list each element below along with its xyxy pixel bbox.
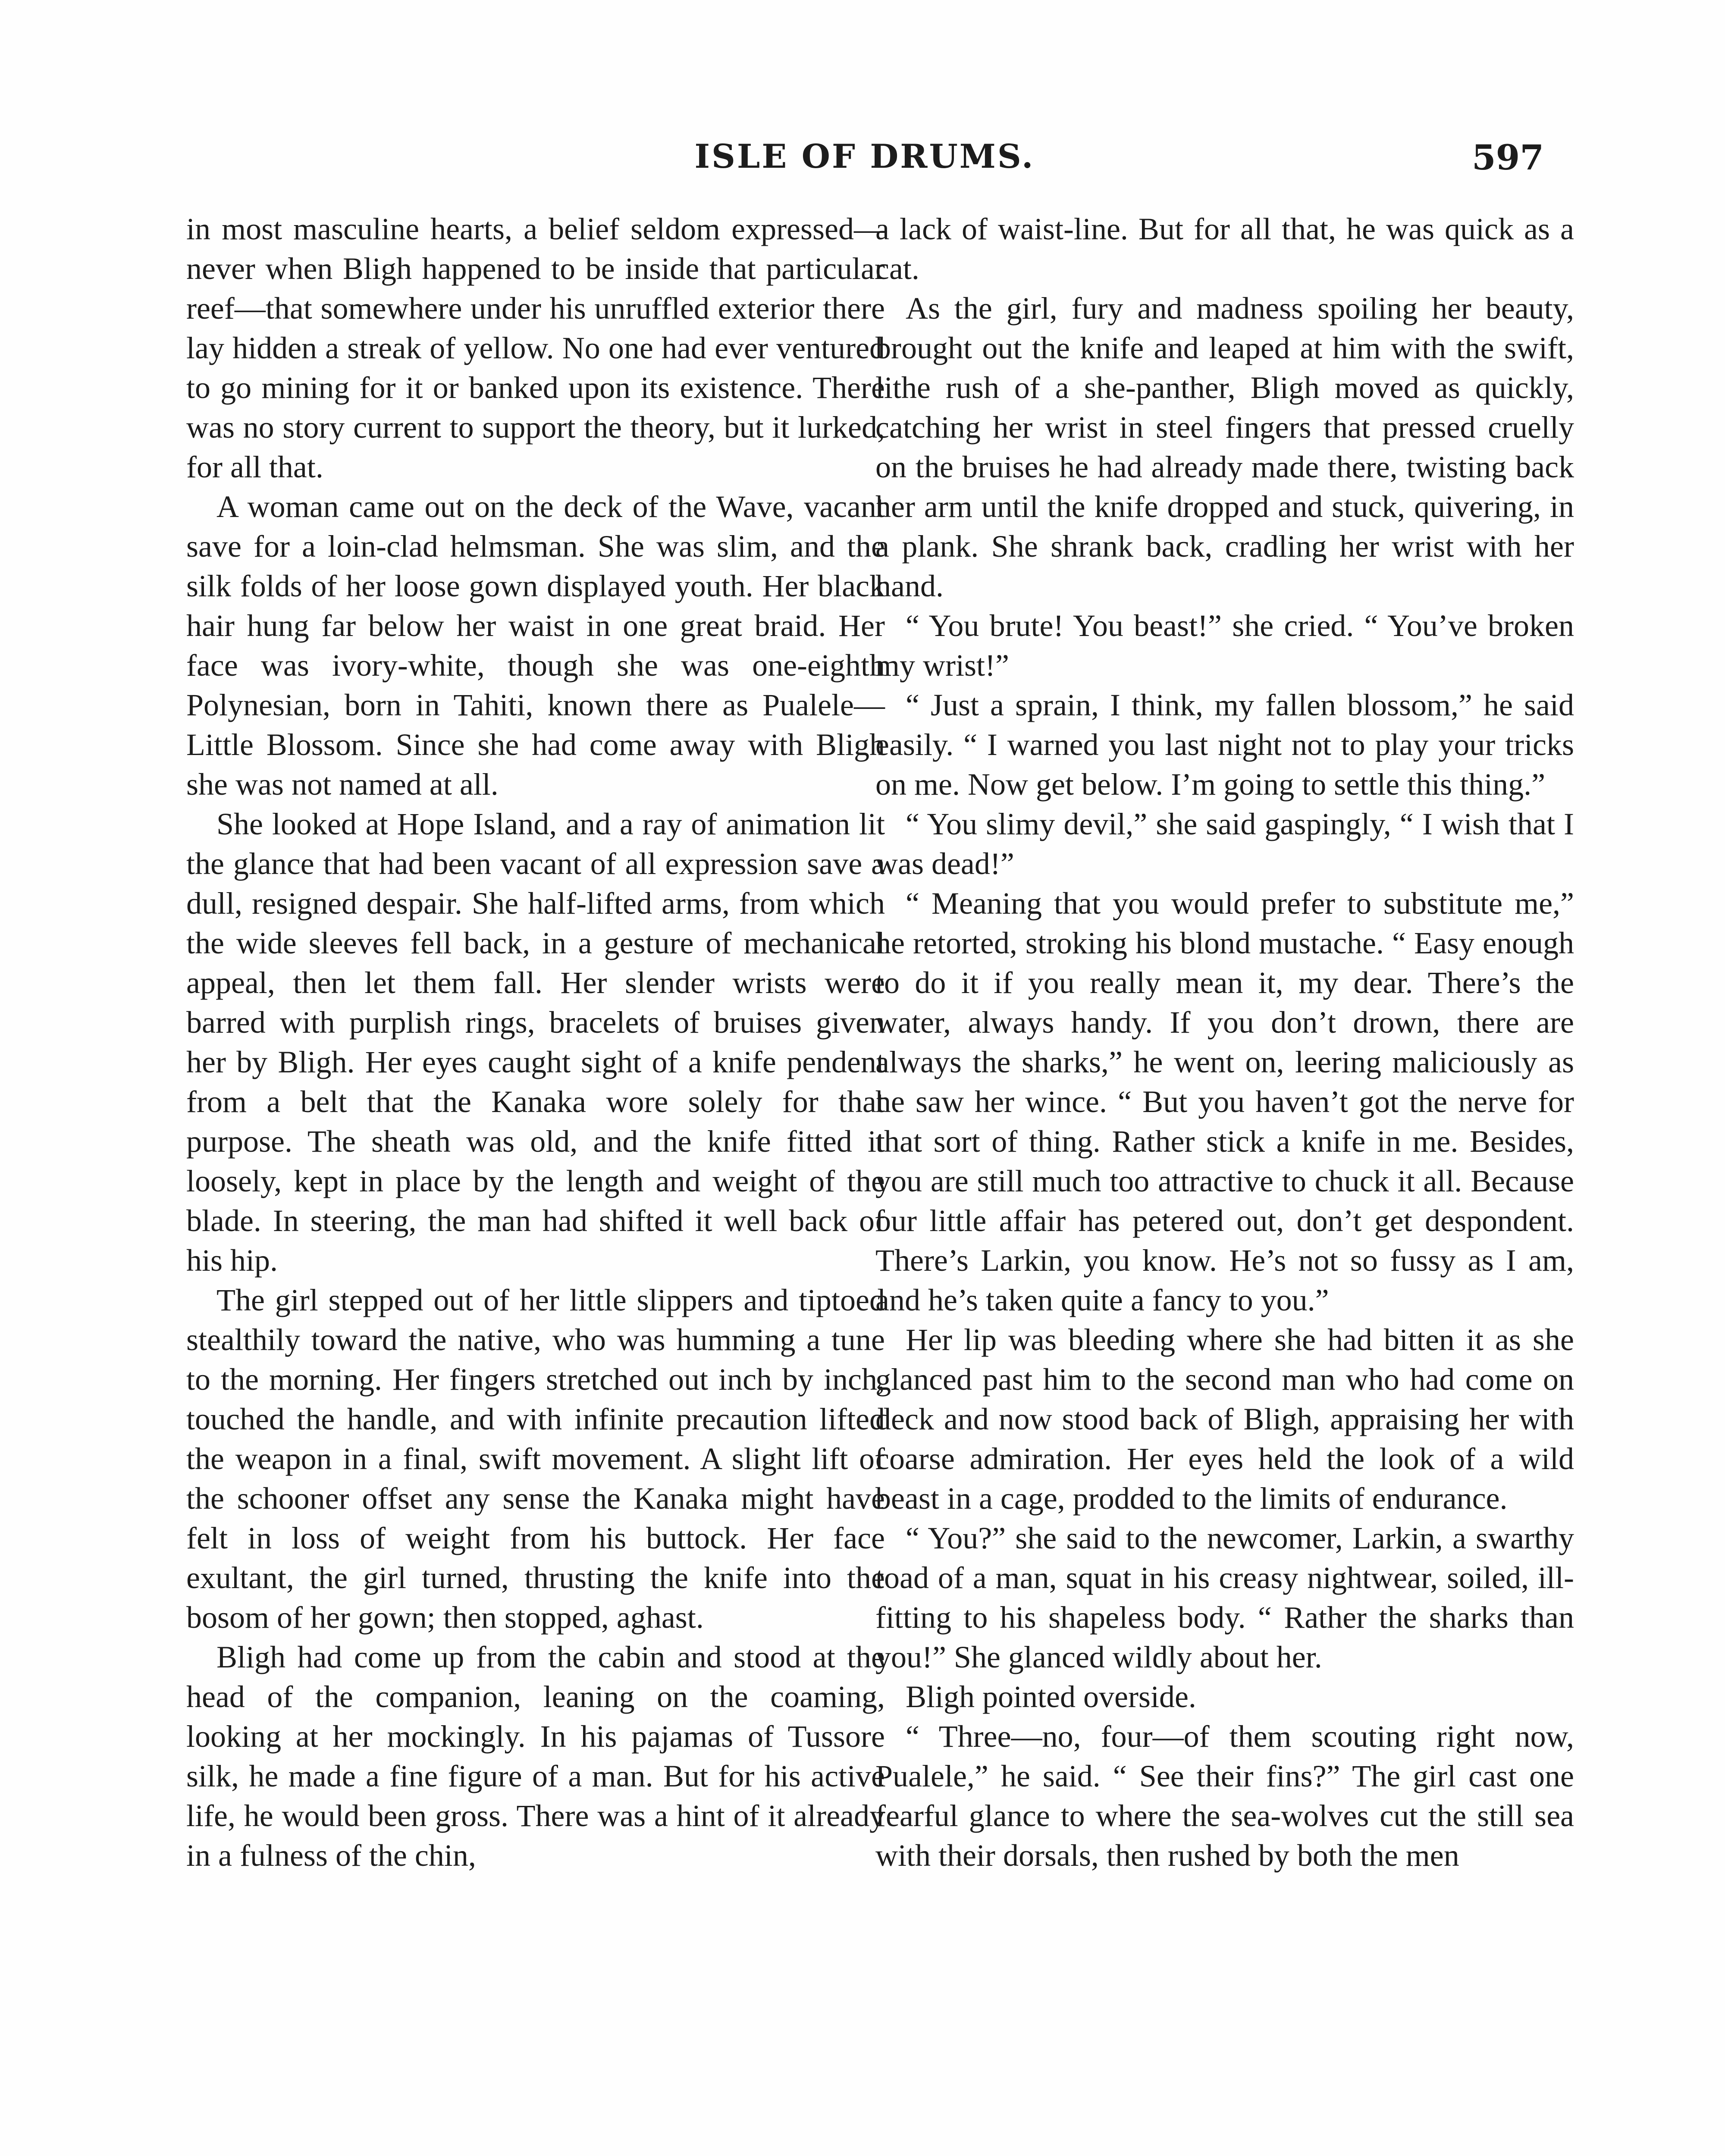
paragraph: She looked at Hope Island, and a ray of animation lit the glance that had been vacant of all expression save a dull, resigned despair. She half-lifted arms, from which the wide sleeves fell back, in a gesture of mechanical appeal, then let them fall. Her slender wrists were barred with purplish rings, bracelets of bruises given her by Bligh. Her eyes caught sight of a knife pendent from a belt that the Kanaka wore solely for that purpose. The sheath was old, and the knife fitted it loosely, kept in place by the length and weight of the blade. In steering, the man had shifted it well back of his hip. [186,807,885,1278]
paragraph: As the girl, fury and madness spoiling her beauty, brought out the knife and leaped at him with the swift, lithe rush of a she-panther, Bligh moved as quickly, catching her wrist in steel fingers that pressed cruelly on the bruises he had already made there, twisting back her arm until the knife dropped and stuck, quivering, in a plank. She shrank back, cradling her wrist with her hand. [875,291,1574,603]
running-head [185,137,1544,185]
paragraph: Her lip was bleeding where she had bitten it as she glanced past him to the second man who had come on deck and now stood back of Bligh, appraising her with coarse admiration. Her eyes held the look of a wild beast in a cage, prodded to the limits of endurance. [875,1322,1574,1516]
left-column [186,209,885,1875]
paragraph: The girl stepped out of her little slippers and tiptoed stealthily toward the native, who was humming a tune to the morning. Her fingers stretched out inch by inch, touched the handle, and with infinite precaution lifted the weapon in a final, swift movement. A slight lift of the schooner offset any sense the Kanaka might have felt in loss of weight from his buttock. Her face exultant, the girl turned, thrusting the knife into the bosom of her gown; then stopped, aghast. [186,1283,885,1635]
paragraph: A woman came out on the deck of the Wave, vacant save for a loin-clad helmsman. She was slim, and the silk folds of her loose gown displayed youth. Her black hair hung far below her waist in one great braid. Her face was ivory-white, though she was one-eighth Polynesian, born in Tahiti, known there as Pualele—Little Blossom. Since she had come away with Bligh she was not named at all. [186,489,885,802]
paragraph: “ You?” she said to the newcomer, Larkin, a swarthy toad of a man, squat in his creasy nightwear, soiled, ill-fitting to his shapeless body. “ Rather the sharks than you!” She glanced wildly about her. [875,1521,1574,1674]
running-title: ISLE OF DRUMS. [694,137,1035,175]
paragraph: “ You slimy devil,” she said gaspingly, “ I wish that I was dead!” [875,807,1574,881]
paragraph: “ You brute! You beast!” she cried. “ You’ve broken my wrist!” [875,608,1574,683]
paragraph: Bligh had come up from the cabin and stood at the head of the companion, leaning on the coaming, looking at her mockingly. In his pajamas of Tussore silk, he made a fine figure of a man. But for his active life, he would been gross. There was a hint of it already in a fulness of the chin, [186,1640,885,1873]
paragraph: “ Just a sprain, I think, my fallen blossom,” he said easily. “ I warned you last night not to play your tricks on me. Now get below. I’m going to settle this thing.” [875,688,1574,802]
paragraph: “ Meaning that you would prefer to substitute me,” he retorted, stroking his blond mustache. “ Easy enough to do it if you really mean it, my dear. There’s the water, always handy. If you don’t drown, there are always the sharks,” he went on, leering maliciously as he saw her wince. “ But you haven’t got the nerve for that sort of thing. Rather stick a knife in me. Besides, you are still much too attractive to chuck it all. Because our little affair has petered out, don’t get despondent. There’s Larkin, you know. He’s not so fussy as I am, and he’s taken quite a fancy to you.” [875,886,1574,1317]
paragraph: “ Three—no, four—of them scouting right now, Pualele,” he said. “ See their fins?” The girl cast one fearful glance to where the sea-wolves cut the still sea with their dorsals, then rushed by both the men [875,1719,1574,1873]
paragraph: in most masculine hearts, a belief seldom expressed—never when Bligh happened to be inside that particular reef—that somewhere under his unruffled exterior there lay hidden a streak of yellow. No one had ever ventured to go mining for it or banked upon its existence. There was no story current to support the theory, but it lurked, for all that. [186,212,885,484]
paragraph: Bligh pointed overside. [906,1680,1196,1714]
right-column [875,209,1574,1875]
page-number: 597 [1472,137,1544,178]
paragraph: a lack of waist-line. But for all that, he was quick as a cat. [875,212,1574,286]
